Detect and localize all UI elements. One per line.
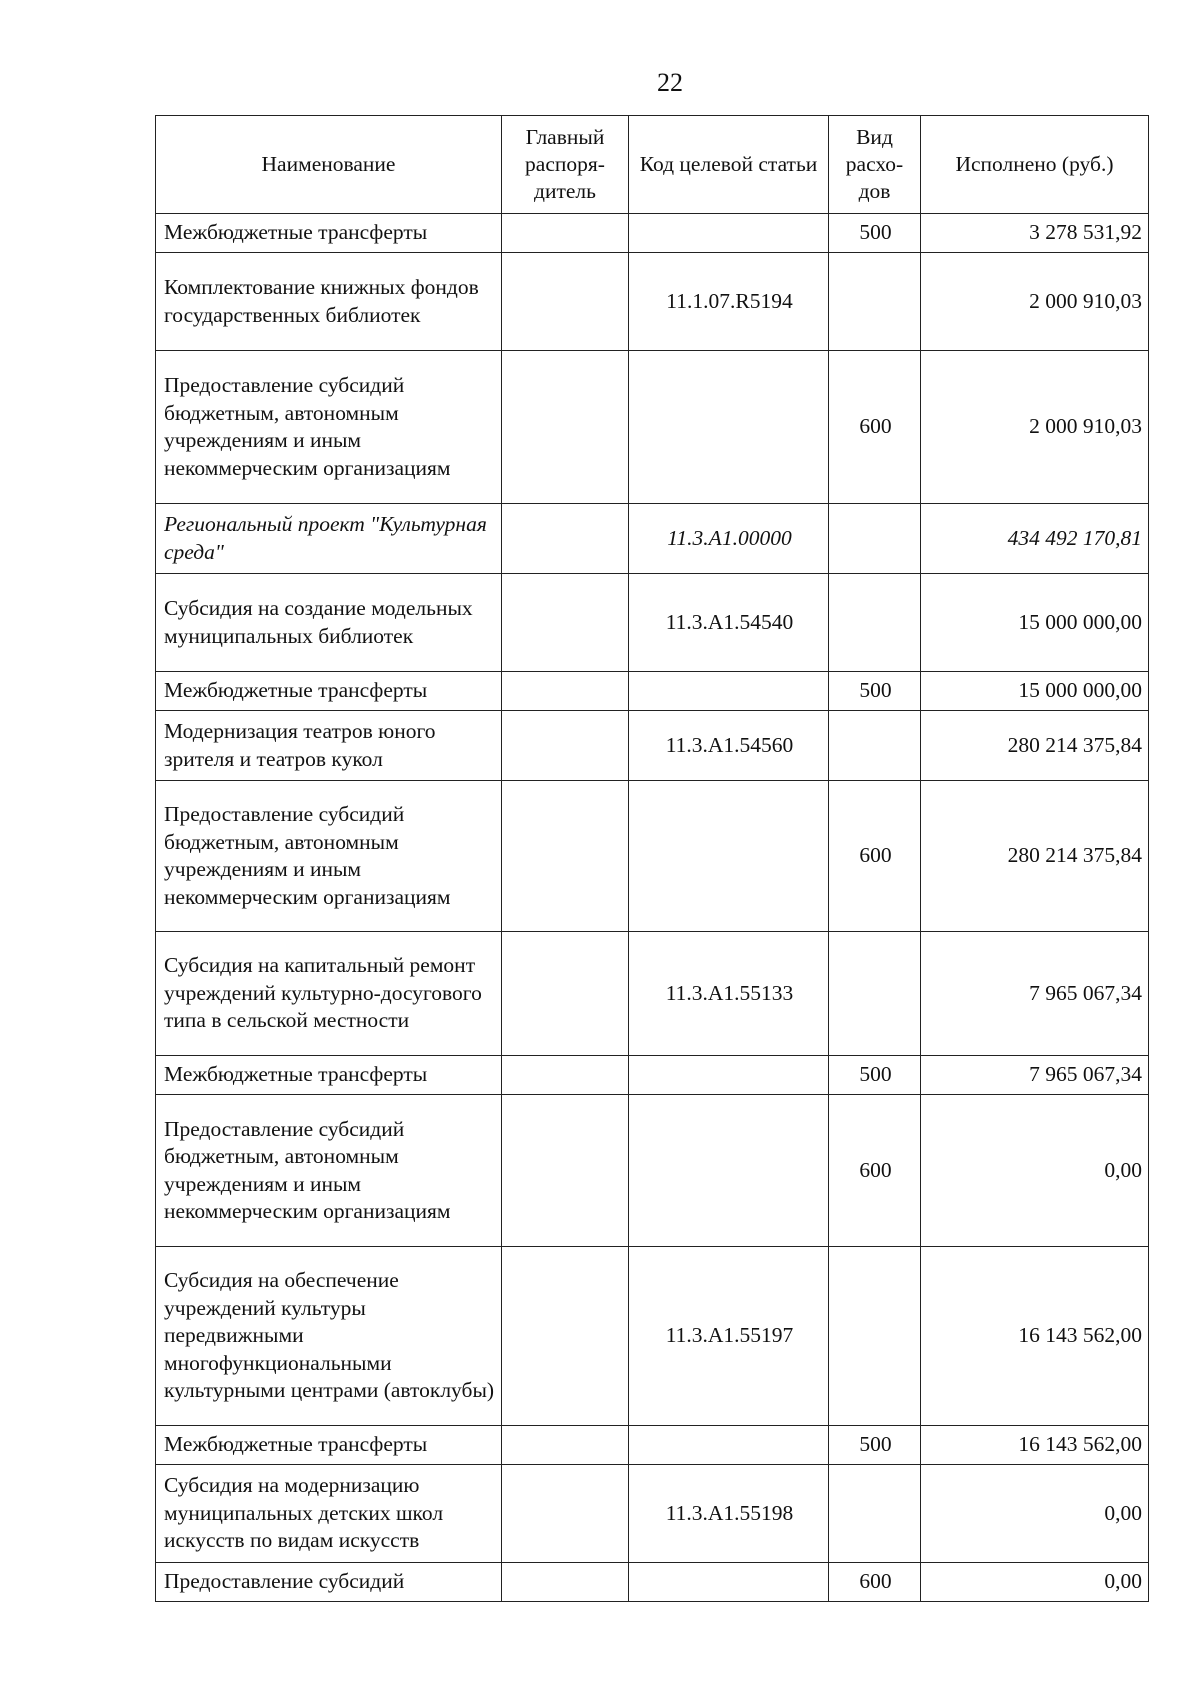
row-target-code: 11.3.А1.00000 xyxy=(629,504,829,574)
row-amount: 0,00 xyxy=(921,1095,1149,1247)
row-main-manager xyxy=(502,932,629,1056)
table-row xyxy=(156,932,1149,1056)
row-expense-type xyxy=(829,1465,921,1563)
table-row xyxy=(156,504,1149,574)
row-name: Региональный проект "Культурная среда" xyxy=(156,504,502,574)
row-amount: 7 965 067,34 xyxy=(921,932,1149,1056)
row-main-manager xyxy=(502,574,629,672)
header-name: Наименование xyxy=(156,116,502,214)
table-row xyxy=(156,1247,1149,1426)
row-target-code xyxy=(629,1056,829,1095)
row-expense-type: 500 xyxy=(829,1056,921,1095)
row-main-manager xyxy=(502,504,629,574)
row-main-manager xyxy=(502,1465,629,1563)
row-amount: 0,00 xyxy=(921,1563,1149,1602)
row-main-manager xyxy=(502,672,629,711)
row-target-code xyxy=(629,1095,829,1247)
row-target-code: 11.3.А1.55133 xyxy=(629,932,829,1056)
row-expense-type: 600 xyxy=(829,781,921,932)
row-target-code: 11.1.07.R5194 xyxy=(629,253,829,351)
header-main-manager: Главный распоря- дитель xyxy=(502,116,629,214)
row-name: Субсидия на обеспечение учреждений культуры передвижными многофункциональными культурными центрами (автоклубы) xyxy=(156,1247,502,1426)
row-name: Межбюджетные трансферты xyxy=(156,1056,502,1095)
row-expense-type xyxy=(829,253,921,351)
table-row xyxy=(156,1056,1149,1095)
row-amount: 2 000 910,03 xyxy=(921,351,1149,504)
row-target-code xyxy=(629,1426,829,1465)
row-amount: 16 143 562,00 xyxy=(921,1426,1149,1465)
row-amount: 280 214 375,84 xyxy=(921,711,1149,781)
row-amount: 2 000 910,03 xyxy=(921,253,1149,351)
row-target-code xyxy=(629,214,829,253)
row-expense-type: 500 xyxy=(829,214,921,253)
row-main-manager xyxy=(502,1095,629,1247)
table-row xyxy=(156,214,1149,253)
row-main-manager xyxy=(502,711,629,781)
row-expense-type: 600 xyxy=(829,1095,921,1247)
row-main-manager xyxy=(502,781,629,932)
row-amount: 7 965 067,34 xyxy=(921,1056,1149,1095)
row-target-code xyxy=(629,781,829,932)
row-target-code: 11.3.А1.55198 xyxy=(629,1465,829,1563)
row-name: Предоставление субсидий бюджетным, автономным учреждениям и иным некоммерческим организациям xyxy=(156,351,502,504)
row-name: Межбюджетные трансферты xyxy=(156,214,502,253)
table-row xyxy=(156,351,1149,504)
row-expense-type xyxy=(829,574,921,672)
row-amount: 434 492 170,81 xyxy=(921,504,1149,574)
table-row xyxy=(156,253,1149,351)
table-row xyxy=(156,672,1149,711)
row-target-code xyxy=(629,1563,829,1602)
row-name: Предоставление субсидий бюджетным, автономным учреждениям и иным некоммерческим организациям xyxy=(156,781,502,932)
row-name: Комплектование книжных фондов государственных библиотек xyxy=(156,253,502,351)
header-expense-type: Вид расхо- дов xyxy=(829,116,921,214)
row-name: Субсидия на капитальный ремонт учреждений культурно-досугового типа в сельской местности xyxy=(156,932,502,1056)
row-amount: 280 214 375,84 xyxy=(921,781,1149,932)
budget-table xyxy=(155,115,1149,1602)
row-target-code: 11.3.А1.55197 xyxy=(629,1247,829,1426)
header-target-code: Код целевой статьи xyxy=(629,116,829,214)
row-target-code xyxy=(629,672,829,711)
row-name: Предоставление субсидий бюджетным, автономным учреждениям и иным некоммерческим организациям xyxy=(156,1095,502,1247)
table-row xyxy=(156,1426,1149,1465)
row-amount: 15 000 000,00 xyxy=(921,672,1149,711)
row-expense-type: 500 xyxy=(829,672,921,711)
table-row xyxy=(156,711,1149,781)
table-row xyxy=(156,1465,1149,1563)
row-expense-type: 500 xyxy=(829,1426,921,1465)
row-name: Модернизация театров юного зрителя и театров кукол xyxy=(156,711,502,781)
row-main-manager xyxy=(502,1563,629,1602)
header-executed: Исполнено (руб.) xyxy=(921,116,1149,214)
row-expense-type: 600 xyxy=(829,1563,921,1602)
row-name: Субсидия на модернизацию муниципальных детских школ искусств по видам искусств xyxy=(156,1465,502,1563)
table-row xyxy=(156,781,1149,932)
row-amount: 15 000 000,00 xyxy=(921,574,1149,672)
row-main-manager xyxy=(502,1247,629,1426)
row-target-code: 11.3.А1.54540 xyxy=(629,574,829,672)
row-expense-type xyxy=(829,932,921,1056)
row-name: Субсидия на создание модельных муниципальных библиотек xyxy=(156,574,502,672)
row-main-manager xyxy=(502,351,629,504)
row-main-manager xyxy=(502,214,629,253)
page-number: 22 xyxy=(657,68,683,97)
row-name: Межбюджетные трансферты xyxy=(156,1426,502,1465)
row-expense-type xyxy=(829,504,921,574)
row-target-code: 11.3.А1.54560 xyxy=(629,711,829,781)
table-row xyxy=(156,1563,1149,1602)
table-row xyxy=(156,574,1149,672)
row-expense-type xyxy=(829,1247,921,1426)
row-main-manager xyxy=(502,253,629,351)
table-header-row xyxy=(156,116,1149,214)
row-main-manager xyxy=(502,1426,629,1465)
row-amount: 3 278 531,92 xyxy=(921,214,1149,253)
table-row xyxy=(156,1095,1149,1247)
row-name: Предоставление субсидий xyxy=(156,1563,502,1602)
row-expense-type xyxy=(829,711,921,781)
row-main-manager xyxy=(502,1056,629,1095)
row-expense-type: 600 xyxy=(829,351,921,504)
row-amount: 16 143 562,00 xyxy=(921,1247,1149,1426)
row-name: Межбюджетные трансферты xyxy=(156,672,502,711)
row-amount: 0,00 xyxy=(921,1465,1149,1563)
row-target-code xyxy=(629,351,829,504)
